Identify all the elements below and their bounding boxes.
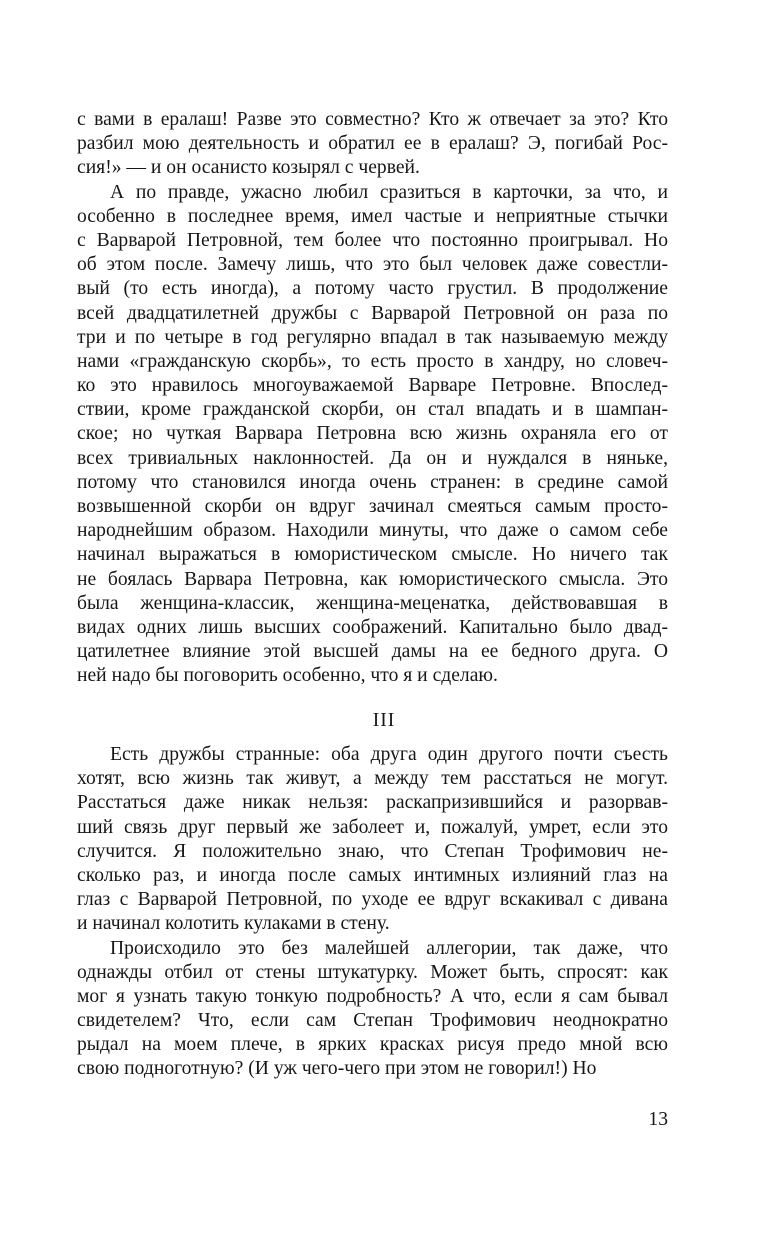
text-line: возвышенной скорби он вдруг зачинал смеяться самым просто-	[77, 496, 668, 517]
paragraph	[77, 937, 668, 1082]
text-line: однажды отбил от стены штукатурку. Может быть, спросят: как	[77, 961, 668, 983]
text-line: Происходило это без малейшей аллегории, так даже, что	[110, 937, 668, 959]
text-line: рыдал на моем плече, в ярких красках рисуя предо мной всю	[77, 1034, 668, 1056]
text-line: с Варварой Петровной, тем более что постоянно проигрывал. Но	[77, 229, 668, 251]
text-line: ствии, кроме гражданской скорби, он стал впадать и в шампан-	[77, 399, 668, 421]
paragraph	[77, 108, 668, 181]
text-line: сколько раз, и иногда после самых интимных излияний глаз на	[77, 864, 668, 886]
text-line: нами «гражданскую скорбь», то есть просто в хандру, но словеч-	[77, 350, 668, 372]
text-line: вый (то есть иногда), а потому часто грустил. В продолжение	[77, 278, 668, 300]
text-line: ней надо бы поговорить особенно, что я и сделаю.	[77, 665, 498, 687]
paragraph	[77, 743, 668, 937]
text-line: не боялась Варвара Петровна, как юмористического смысла. Это	[77, 568, 668, 590]
text-line: потому что становился иногда очень странен: в средине самой	[77, 471, 668, 493]
text-line: случится. Я положительно знаю, что Степан Трофимович не-	[77, 840, 668, 862]
text-line: ское; но чуткая Варвара Петровна всю жизнь охраняла его от	[77, 423, 668, 445]
text-line: глаз с Варварой Петровной, по уходе ее вдруг вскакивал с дивана	[77, 889, 668, 911]
page-number: 13	[648, 1109, 668, 1130]
text-line: А по правде, ужасно любил сразиться в карточки, за что, и	[110, 181, 668, 203]
text-line: сия!» — и он осанисто козырял с червей.	[77, 157, 420, 179]
text-line: особенно в последнее время, имел частые и неприятные стычки	[77, 205, 668, 227]
text-line: с вами в ералаш! Разве это совместно? Кто ж отвечает за это? Кто	[77, 109, 668, 130]
text-line: свою подноготную? (И уж чего-чего при этом не говорил!) Но	[77, 1058, 597, 1080]
text-line: ший связь друг первый же заболеет и, пожалуй, умрет, если это	[77, 816, 668, 838]
text-block-after-chapter	[77, 743, 668, 1082]
text-block-before-chapter	[77, 108, 668, 689]
text-line: ко это нравилось многоуважаемой Варваре Петровне. Впослед-	[77, 375, 668, 397]
text-line: цатилетнее влияние этой высшей дамы на ее бедного друга. О	[77, 641, 668, 663]
text-line: всей двадцатилетней дружбы с Варварой Петровной он раза по	[77, 302, 668, 324]
text-line: три и по четыре в год регулярно впадал в так называемую между	[77, 326, 668, 348]
text-line: начинал выражаться в юмористическом смысле. Но ничего так	[77, 544, 668, 566]
text-line: хотят, всю жизнь так живут, а между тем расстаться не могут.	[77, 768, 668, 790]
text-line: видах одних лишь высших соображений. Капитально было двад-	[77, 616, 668, 638]
text-line: мог я узнать такую тонкую подробность? А что, если я сам бывал	[77, 985, 668, 1007]
text-line: об этом после. Замечу лишь, что это был человек даже совестли-	[77, 254, 668, 276]
text-line: свидетелем? Что, если сам Степан Трофимович неоднократно	[77, 1010, 668, 1032]
text-line: всех тривиальных наклонностей. Да он и нуждался в няньке,	[77, 447, 668, 469]
text-line: Расстаться даже никак нельзя: раскапризившийся и разорвав-	[77, 792, 668, 814]
text-line: разбил мою деятельность и обратил ее в ералаш? Э, погибай Рос-	[77, 133, 668, 155]
text-line: была женщина-классик, женщина-меценатка, действовавшая в	[77, 592, 668, 614]
text-line: и начинал колотить кулаками в стену.	[77, 913, 390, 935]
paragraph	[77, 181, 668, 689]
text-line: Есть дружбы странные: оба друга один другого почти съесть	[110, 744, 668, 765]
text-line: народнейшим образом. Находили минуты, что даже о самом себе	[77, 520, 668, 542]
chapter-heading: III	[372, 710, 396, 731]
